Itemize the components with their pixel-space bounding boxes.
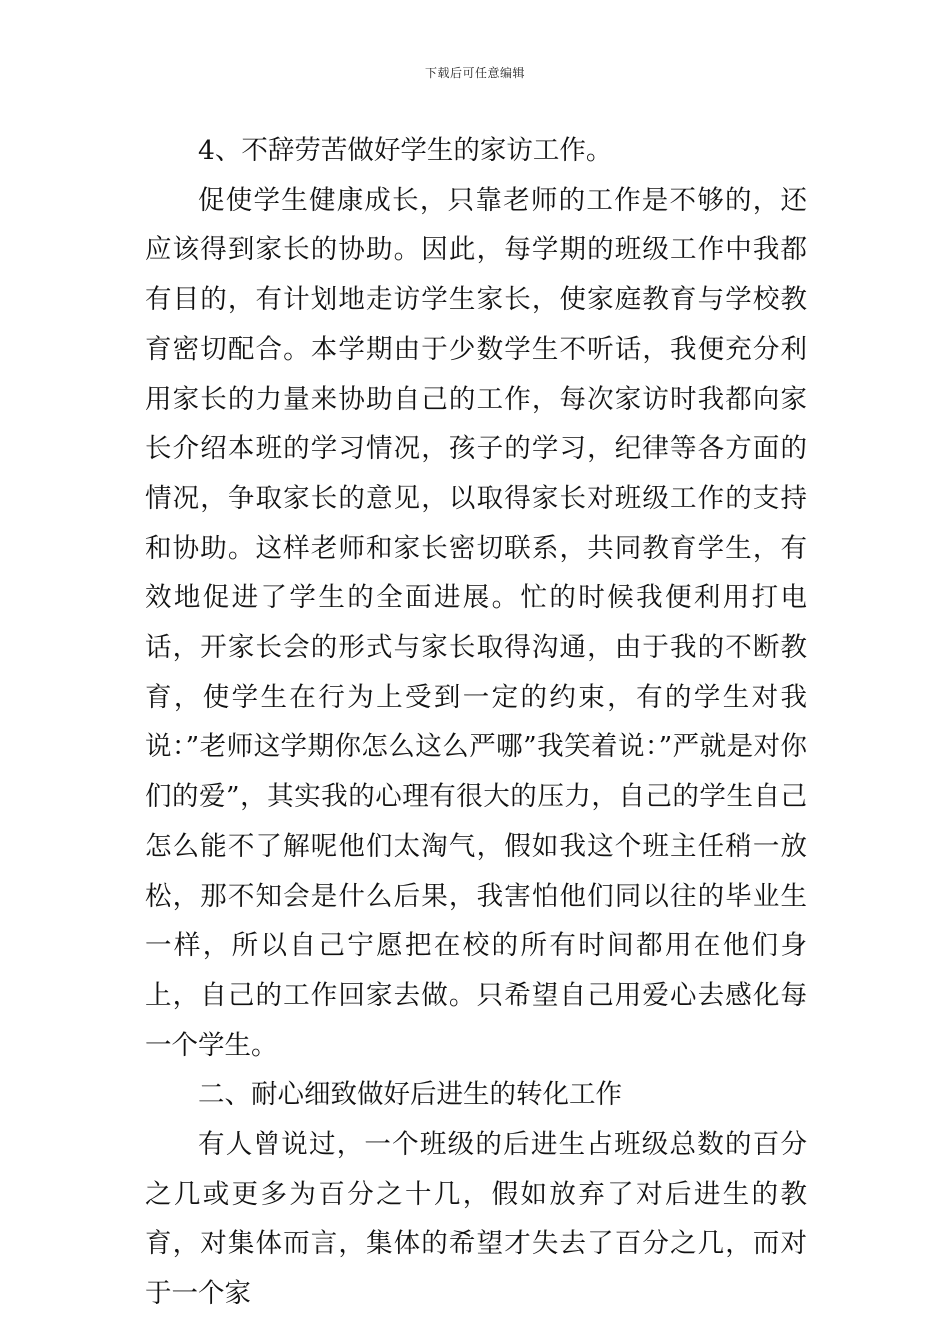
paragraph-section-two-heading: 二、耐心细致做好后进生的转化工作 <box>198 1079 622 1111</box>
paragraph-section-two-body: 有人曾说过，一个班级的后进生占班级总数的百分之几或更多为百分之十几，假如放弃了对后进生的教育，对集体而言，集体的希望才失去了百分之几，而对于一个家 <box>145 1129 807 1310</box>
page-header: 下载后可任意编辑 <box>424 66 525 80</box>
document-body <box>145 126 807 1319</box>
paragraph-home-visit-heading: 4、不辞劳苦做好学生的家访工作。 <box>198 135 613 166</box>
paragraph-home-visit-body: 促使学生健康成长，只靠老师的工作是不够的，还应该得到家长的协助。因此，每学期的班级工作中我都有目的，有计划地走访学生家长，使家庭教育与学校教育密切配合。本学期由于少数学生不听话，我便充分利用家长的力量来协助自己的工作，每次家访时我都向家长介绍本班的学习情况，孩子的学习，纪律等各方面的情况，争取家长的意见，以取得家长对班级工作的支持和协助。这样老师和家长密切联系，共同教育学生，有效地促进了学生的全面进展。忙的时候我便利用打电话，开家长会的形式与家长取得沟通，由于我的不断教育，使学生在行为上受到一定的约束，有的学生对我说：”老师这学期你怎么这么严哪”我笑着说：”严就是对你们的爱”，其实我的心理有很大的压力，自己的学生自己怎么能不了解呢他们太淘气，假如我这个班主任稍一放松，那不知会是什么后果，我害怕他们同以往的毕业生一样，所以自己宁愿把在校的所有时间都用在他们身上，自己的工作回家去做。只希望自己用爱心去感化每一个学生。 <box>145 184 807 1061</box>
